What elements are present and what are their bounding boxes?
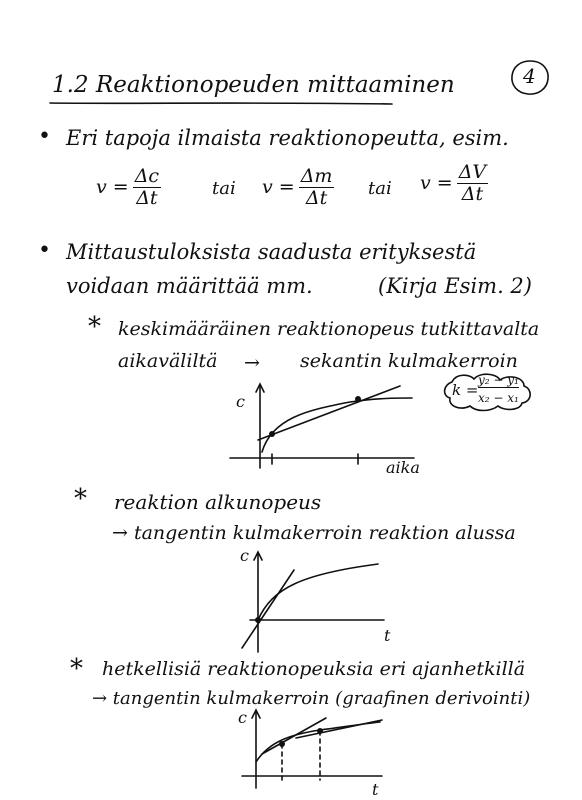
item1-line2b: sekantin kulmakerroin: [300, 350, 518, 372]
item2-line1: reaktion alkunopeus: [114, 490, 322, 514]
item1-line1: keskimääräinen reaktionopeus tutkittavalta: [118, 318, 540, 340]
formula-separator: tai: [368, 178, 392, 199]
initial-rate-graph: [228, 548, 408, 656]
reaction-curve: [262, 398, 412, 452]
formula-concentration: v = $\frac{\Delta c}{\Delta t}$: [96, 165, 160, 209]
asterisk-bullet: *: [70, 654, 83, 684]
item1-line2a: aikaväliltä: [118, 350, 218, 372]
bullet: •: [38, 238, 51, 263]
formula-separator: tai: [212, 178, 236, 199]
graph1-ylabel: c: [236, 392, 245, 411]
formula-volume: v = $\frac{\Delta V}{\Delta t}$: [420, 161, 487, 205]
section2-line1: Mittaustuloksista saadusta erityksestä: [66, 240, 477, 264]
page-title: 1.2 Reaktionopeuden mittaaminen: [52, 72, 455, 98]
bullet: •: [38, 124, 51, 149]
start-point: [255, 617, 261, 623]
secant-line: [258, 386, 400, 440]
section2-line2: voidaan määrittää mm.: [66, 274, 313, 298]
item3-line1: hetkellisiä reaktionopeuksia eri ajanhetkillä: [102, 658, 526, 680]
cloud-numerator: y₂ − y₁: [478, 373, 519, 387]
graph1-xlabel: aika: [386, 458, 420, 477]
cloud-k: k =: [452, 381, 479, 399]
item2-line2: → tangentin kulmakerroin reaktion alussa: [112, 522, 516, 544]
reaction-curve: [256, 722, 380, 762]
section1-text: Eri tapoja ilmaista reaktionopeutta, esim.: [66, 126, 509, 150]
asterisk-bullet: *: [88, 312, 101, 342]
reaction-curve: [258, 564, 378, 620]
section2-reference: (Kirja Esim. 2): [378, 274, 532, 298]
secant-point-2: [355, 396, 361, 402]
graph2-xlabel: t: [384, 626, 391, 645]
cloud-denominator: x₂ − x₁: [478, 391, 519, 405]
tangent-line: [242, 570, 294, 648]
graph3-xlabel: t: [372, 780, 379, 799]
tangent-line-2: [296, 720, 382, 738]
asterisk-bullet: *: [74, 484, 87, 514]
graph2-ylabel: c: [240, 546, 249, 565]
title-underline: [50, 100, 395, 106]
graph3-ylabel: c: [238, 708, 247, 727]
item3-line2: → tangentin kulmakerroin (graafinen derivointi): [92, 688, 531, 709]
formula-mass: v = $\frac{\Delta m}{\Delta t}$: [262, 165, 333, 209]
arrow: →: [244, 352, 260, 374]
page-number: 4: [523, 64, 536, 88]
instantaneous-rate-graph: [234, 706, 394, 792]
secant-point-1: [269, 431, 275, 437]
tangent-line-1: [262, 718, 326, 754]
